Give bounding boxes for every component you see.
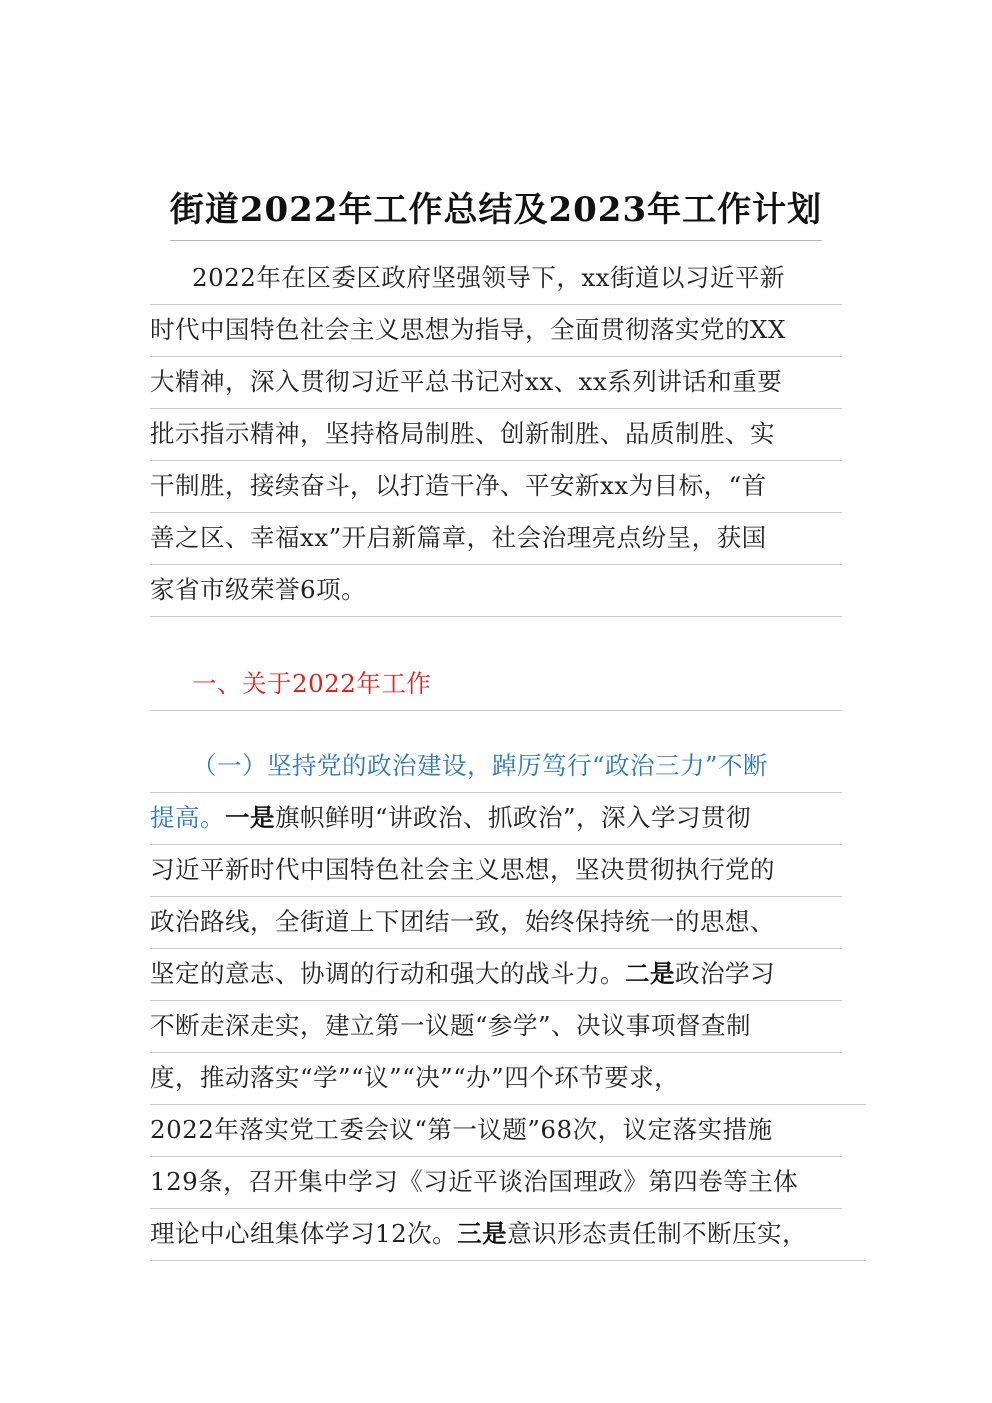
body-text: 政治学习 [675,959,775,988]
point-label: 一是 [225,803,275,832]
body-line [150,948,842,1001]
body-line: 129条，召开集中学习《习近平谈治国理政》第四卷等主体 [150,1156,842,1209]
body-text: 意识形态责任制不断压实， [507,1219,808,1248]
body-line: 2022年落实党工委会议“第一议题”68次，议定落实措施 [150,1104,842,1157]
body-text: 理论中心组集体学习12次。 [150,1219,458,1248]
subsection-heading: （一）坚持党的政治建设，踔厉笃行“政治三力”不断 [150,740,842,793]
intro-line: 时代中国特色社会主义思想为指导，全面贯彻落实党的XX [150,304,842,357]
body-line: 政治路线，全街道上下团结一致，始终保持统一的思想、 [150,896,842,949]
body-text: 坚定的意志、协调的行动和强大的战斗力。 [150,959,625,988]
body-line [150,1208,866,1261]
intro-line: 2022年在区委区政府坚强领导下，xx街道以习近平新 [150,252,842,305]
intro-line: 大精神，深入贯彻习近平总书记对xx、xx系列讲话和重要 [150,356,842,409]
document-title: 街道2022年工作总结及2023年工作计划 [0,180,992,240]
body-line: 习近平新时代中国特色社会主义思想，坚决贯彻执行党的 [150,844,842,897]
intro-line: 家省市级荣誉6项。 [150,564,842,617]
point-label: 二是 [625,959,675,988]
body-line: 度，推动落实“学”“议”“决”“办”四个环节要求， [150,1052,866,1105]
point-label: 三是 [457,1219,508,1248]
body-text: 旗帜鲜明“讲政治、抓政治”，深入学习贯彻 [275,803,752,832]
body-line [150,792,842,845]
intro-line: 批示指示精神，坚持格局制胜、创新制胜、品质制胜、实 [150,408,842,461]
section-heading: 一、关于2022年工作 [150,658,842,711]
intro-line: 干制胜，接续奋斗，以打造干净、平安新xx为目标，“首 [150,460,842,513]
subsection-heading-end: 提高。 [150,803,225,832]
body-line: 不断走深走实，建立第一议题“参学”、决议事项督查制 [150,1000,842,1053]
intro-line: 善之区、幸福xx”开启新篇章，社会治理亮点纷呈，获国 [150,512,842,565]
